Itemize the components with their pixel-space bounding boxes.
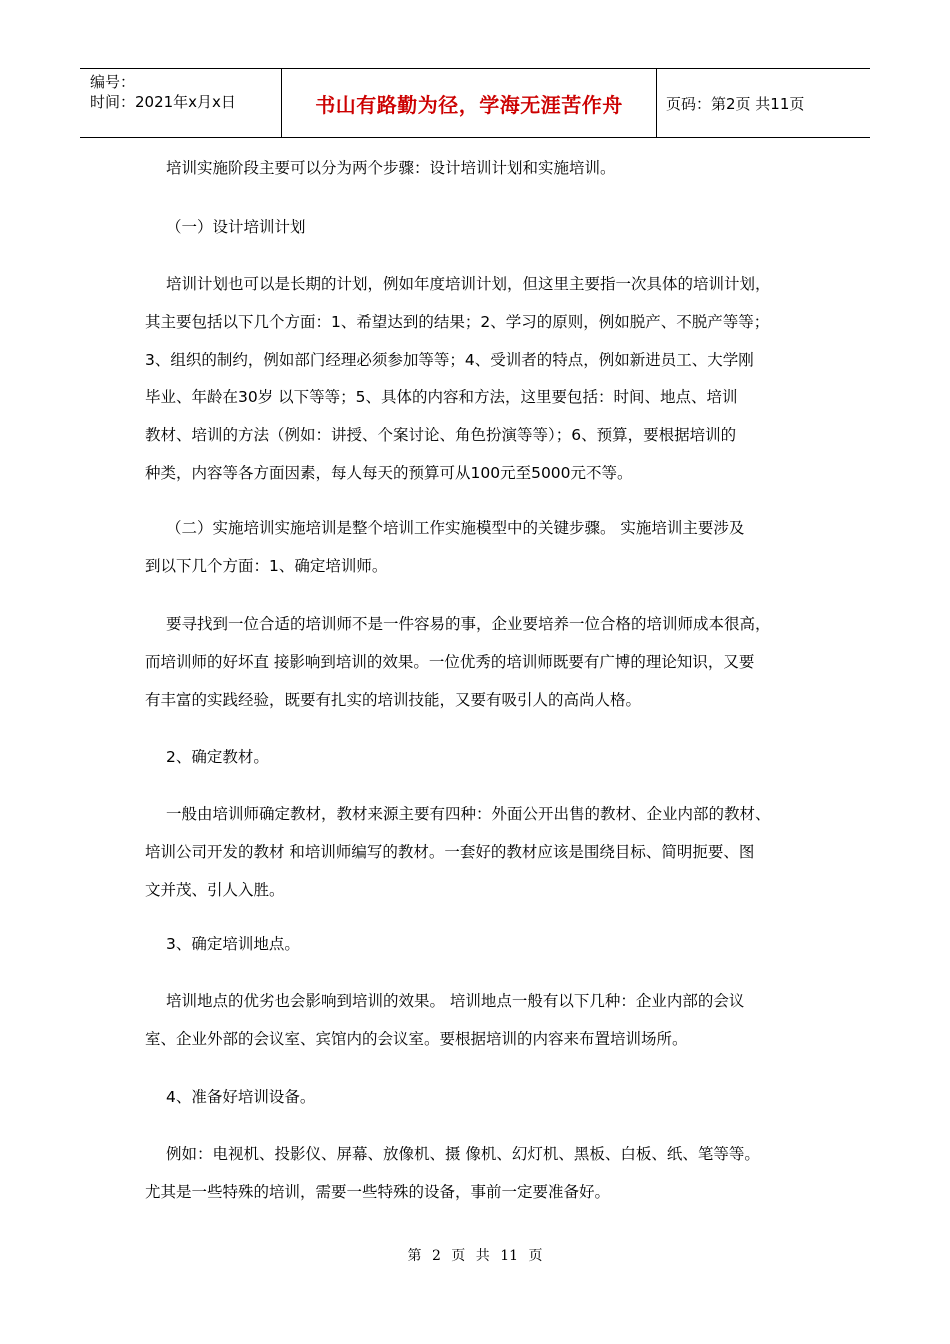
paragraph-line: 培训地点的优劣也会影响到培训的效果。 培训地点一般有以下几种：企业内部的会议 [166,992,745,1010]
paragraph-line: 尤其是一些特殊的培训，需要一些特殊的设备，事前一定要准备好。 [145,1182,611,1201]
paragraph-line: 2、确定教材。 [166,748,269,766]
paragraph-line: 教材、培训的方法（例如：讲授、个案讨论、角色扮演等等）；6、预算，要根据培训的 [145,426,737,445]
paragraph-line: 培训实施阶段主要可以分为两个步骤：设计培训计划和实施培训。 [166,159,616,177]
paragraph-line: （二）实施培训实施培训是整个培训工作实施模型中的关键步骤。 实施培训主要涉及 [166,519,745,537]
paragraph-line: 而培训师的好坏直 接影响到培训的效果。一位优秀的培训师既要有广博的理论知识，又要 [145,652,755,671]
paragraph-line: 例如：电视机、投影仪、屏幕、放像机、摄 像机、幻灯机、黑板、白板、纸、笔等等。 [166,1145,760,1163]
paragraph-line: 要寻找到一位合适的培训师不是一件容易的事，企业要培养一位合格的培训师成本很高， [166,615,771,633]
header-meta-cell [80,69,282,137]
paragraph-line: 3、组织的制约，例如部门经理必须参加等等；4、受训者的特点，例如新进员工、大学刚 [145,350,754,369]
step-heading-materials [145,739,810,777]
paragraph-line: 文并茂、引人入胜。 [145,880,285,899]
paragraph-line: 到以下几个方面：1、确定培训师。 [145,556,388,575]
paragraph-location [145,983,810,1059]
paragraph-intro [145,150,810,188]
paragraph-line: 培训计划也可以是长期的计划，例如年度培训计划，但这里主要指一次具体的培训计划， [166,275,771,293]
paragraph-materials [145,796,810,909]
paragraph-line: 3、确定培训地点。 [166,935,300,953]
page-footer: 第 2 页 共 11 页 [407,1248,543,1264]
step-heading-equipment [145,1079,810,1117]
section-heading-design-plan [145,209,810,247]
page-header [80,68,870,138]
step-heading-location [145,926,810,964]
header-page-info: 页码：第2页 共11页 [666,94,805,113]
paragraph-line: 一般由培训师确定教材，教材来源主要有四种：外面公开出售的教材、企业内部的教材、 [166,805,771,823]
section-heading-implement [145,510,810,586]
paragraph-line: 其主要包括以下几个方面：1、希望达到的结果；2、学习的原则，例如脱产、不脱产等等； [145,312,770,331]
document-number-label: 编号： [90,73,136,91]
paragraph-line: 有丰富的实践经验，既要有扎实的培训技能，又要有吸引人的高尚人格。 [145,690,642,709]
paragraph-plan-content [145,266,810,493]
paragraph-line: 4、准备好培训设备。 [166,1088,316,1106]
paragraph-line: （一）设计培训计划 [166,218,306,236]
header-motto: 书山有路勤为径，学海无涯苦作舟 [282,69,657,137]
document-date: 时间：2021年x月x日 [90,93,236,111]
paragraph-line: 培训公司开发的教材 和培训师编写的教材。一套好的教材应该是围绕目标、简明扼要、图 [145,842,755,861]
paragraph-trainer [145,606,810,719]
paragraph-equipment [145,1136,810,1212]
paragraph-line: 种类，内容等各方面因素，每人每天的预算可从100元至5000元不等。 [145,463,633,482]
paragraph-line: 室、企业外部的会议室、宾馆内的会议室。要根据培训的内容来布置培训场所。 [145,1029,688,1048]
paragraph-line: 毕业、年龄在30岁 以下等等；5、具体的内容和方法，这里要包括：时间、地点、培训 [145,388,738,407]
